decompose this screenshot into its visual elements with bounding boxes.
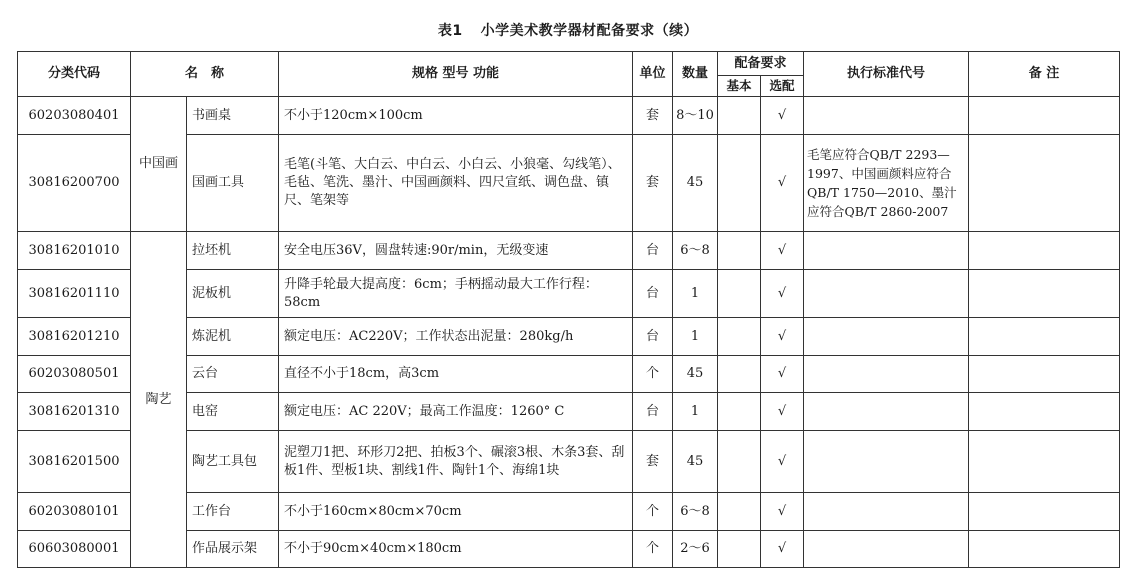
remark-cell — [969, 135, 1120, 232]
spec-cell: 毛笔(斗笔、大白云、中白云、小白云、小狼毫、勾线笔）、毛毡、笔洗、墨汁、中国画颜料、四尺宣纸、调色盘、镇尺、笔架等 — [279, 135, 633, 232]
header-basic: 基本 — [718, 76, 761, 97]
code-cell: 30816200700 — [18, 135, 131, 232]
qty-cell: 6～8 — [673, 232, 718, 270]
remark-cell — [969, 232, 1120, 270]
name-cell: 拉坯机 — [187, 232, 279, 270]
basic-cell — [718, 531, 761, 568]
name-cell: 陶艺工具包 — [187, 431, 279, 493]
standard-cell — [804, 270, 969, 318]
standard-cell — [804, 493, 969, 531]
table-caption: 小学美术教学器材配备要求（续） — [480, 23, 699, 39]
header-unit: 单位 — [633, 52, 673, 97]
standard-cell — [804, 97, 969, 135]
header-qty: 数量 — [673, 52, 718, 97]
optional-cell: √ — [761, 318, 804, 356]
remark-cell — [969, 531, 1120, 568]
optional-cell: √ — [761, 270, 804, 318]
basic-cell — [718, 493, 761, 531]
remark-cell — [969, 431, 1120, 493]
code-cell: 30816201310 — [18, 393, 131, 431]
table-title — [0, 20, 1136, 40]
optional-cell: √ — [761, 393, 804, 431]
unit-cell: 台 — [633, 270, 673, 318]
basic-cell — [718, 318, 761, 356]
basic-cell — [718, 393, 761, 431]
code-cell: 60203080501 — [18, 356, 131, 393]
remark-cell — [969, 393, 1120, 431]
spec-cell: 额定电压：AC220V；工作状态出泥量：280kg/h — [279, 318, 633, 356]
qty-cell: 1 — [673, 318, 718, 356]
code-cell: 30816201010 — [18, 232, 131, 270]
category-cell: 中国画 — [131, 97, 187, 232]
table-number: 表1 — [437, 23, 463, 39]
spec-cell: 不小于90cm×40cm×180cm — [279, 531, 633, 568]
standard-cell: 毛笔应符合QB/T 2293—1997、中国画颜料应符合QB/T 1750—2010、墨汁应符合QB/T 2860-2007 — [804, 135, 969, 232]
category-cell: 陶艺 — [131, 232, 187, 568]
header-remark: 备 注 — [969, 52, 1120, 97]
code-cell: 60203080401 — [18, 97, 131, 135]
code-cell: 30816201500 — [18, 431, 131, 493]
unit-cell: 套 — [633, 431, 673, 493]
spec-cell: 直径不小于18cm，高3cm — [279, 356, 633, 393]
basic-cell — [718, 270, 761, 318]
standard-cell — [804, 393, 969, 431]
optional-cell: √ — [761, 493, 804, 531]
qty-cell: 2～6 — [673, 531, 718, 568]
name-cell: 泥板机 — [187, 270, 279, 318]
remark-cell — [969, 318, 1120, 356]
name-cell: 书画桌 — [187, 97, 279, 135]
header-spec: 规格 型号 功能 — [279, 52, 633, 97]
spec-cell: 不小于160cm×80cm×70cm — [279, 493, 633, 531]
code-cell: 30816201210 — [18, 318, 131, 356]
unit-cell: 台 — [633, 232, 673, 270]
header-optional: 选配 — [761, 76, 804, 97]
code-cell: 60603080001 — [18, 531, 131, 568]
unit-cell: 个 — [633, 493, 673, 531]
remark-cell — [969, 493, 1120, 531]
basic-cell — [718, 135, 761, 232]
unit-cell: 套 — [633, 97, 673, 135]
optional-cell: √ — [761, 97, 804, 135]
unit-cell: 台 — [633, 393, 673, 431]
qty-cell: 6～8 — [673, 493, 718, 531]
code-cell: 30816201110 — [18, 270, 131, 318]
remark-cell — [969, 97, 1120, 135]
optional-cell: √ — [761, 232, 804, 270]
spec-cell: 额定电压：AC 220V；最高工作温度：1260° C — [279, 393, 633, 431]
name-cell: 电窑 — [187, 393, 279, 431]
standard-cell — [804, 356, 969, 393]
code-cell: 60203080101 — [18, 493, 131, 531]
optional-cell: √ — [761, 531, 804, 568]
qty-cell: 45 — [673, 135, 718, 232]
standard-cell — [804, 531, 969, 568]
spec-cell: 泥塑刀1把、环形刀2把、拍板3个、碾滚3根、木条3套、刮板1件、型板1块、割线1件、陶针1个、海绵1块 — [279, 431, 633, 493]
basic-cell — [718, 431, 761, 493]
optional-cell: √ — [761, 431, 804, 493]
header-name: 名 称 — [131, 52, 279, 97]
unit-cell: 台 — [633, 318, 673, 356]
basic-cell — [718, 232, 761, 270]
basic-cell — [718, 356, 761, 393]
name-cell: 工作台 — [187, 493, 279, 531]
name-cell: 炼泥机 — [187, 318, 279, 356]
remark-cell — [969, 270, 1120, 318]
equipment-table — [17, 51, 1120, 568]
table-row — [18, 232, 1120, 270]
header-standard: 执行标准代号 — [804, 52, 969, 97]
name-cell: 国画工具 — [187, 135, 279, 232]
standard-cell — [804, 431, 969, 493]
standard-cell — [804, 318, 969, 356]
optional-cell: √ — [761, 135, 804, 232]
qty-cell: 45 — [673, 431, 718, 493]
qty-cell: 8～10 — [673, 97, 718, 135]
qty-cell: 45 — [673, 356, 718, 393]
spec-cell: 安全电压36V，圆盘转速:90r/min，无级变速 — [279, 232, 633, 270]
qty-cell: 1 — [673, 270, 718, 318]
spec-cell: 不小于120cm×100cm — [279, 97, 633, 135]
name-cell: 作品展示架 — [187, 531, 279, 568]
optional-cell: √ — [761, 356, 804, 393]
header-requirement: 配备要求 — [718, 52, 804, 76]
basic-cell — [718, 97, 761, 135]
name-cell: 云台 — [187, 356, 279, 393]
spec-cell: 升降手轮最大提高度：6cm；手柄摇动最大工作行程：58cm — [279, 270, 633, 318]
remark-cell — [969, 356, 1120, 393]
table-row — [18, 97, 1120, 135]
unit-cell: 个 — [633, 356, 673, 393]
qty-cell: 1 — [673, 393, 718, 431]
standard-cell — [804, 232, 969, 270]
header-code: 分类代码 — [18, 52, 131, 97]
unit-cell: 套 — [633, 135, 673, 232]
unit-cell: 个 — [633, 531, 673, 568]
